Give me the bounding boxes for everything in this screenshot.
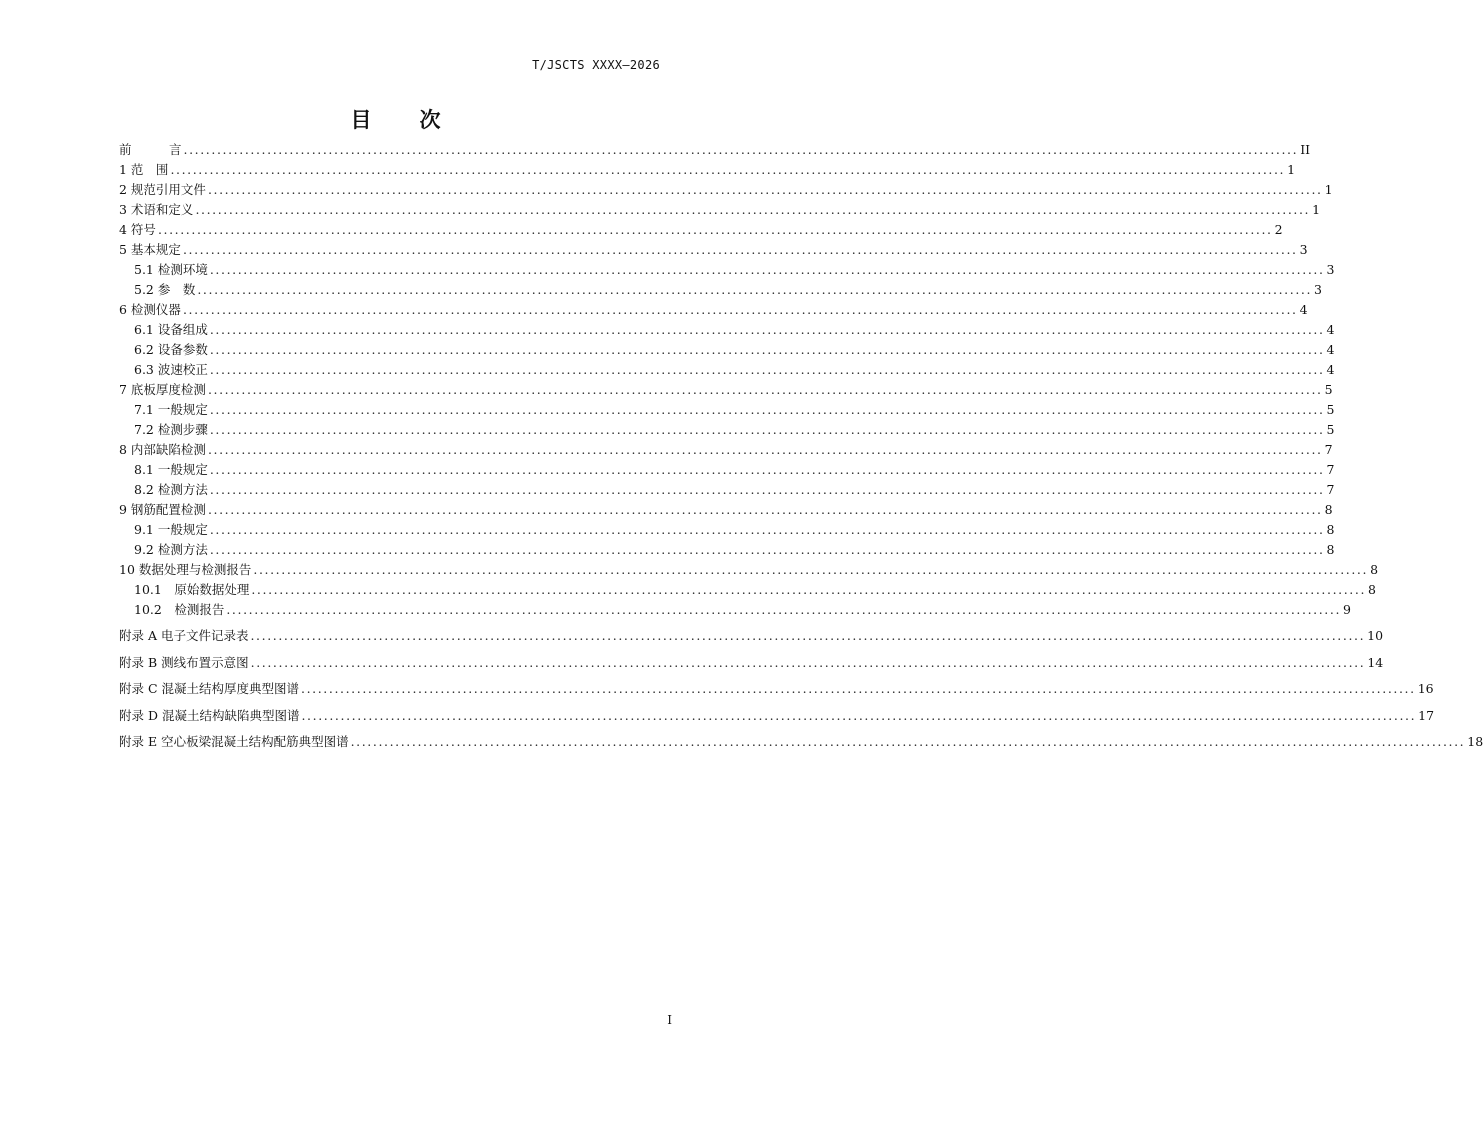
toc-entry-label: 9 钢筋配置检测 [119, 502, 206, 517]
toc-appendix-a[interactable] [119, 623, 1384, 650]
toc-entry-label: 6.3 波速校正 [134, 362, 208, 377]
toc-entry-page: 4 [1326, 362, 1335, 377]
toc-leader-dots: ........................................................................................................................................................................................................ [209, 462, 1325, 477]
toc-entry-page: 17 [1418, 707, 1435, 723]
toc-leader-dots: ........................................................................................................................................................................................................ [209, 522, 1325, 537]
table-of-contents [119, 140, 1483, 756]
toc-leader-dots: ........................................................................................................................................................................................................ [207, 442, 1323, 457]
toc-entry-5[interactable] [119, 240, 1308, 260]
toc-entry-page: 1 [1324, 182, 1333, 197]
toc-entry-page: 4 [1326, 322, 1335, 337]
toc-leader-dots: ........................................................................................................................................................................................................ [209, 342, 1325, 357]
toc-entry-8-2[interactable] [119, 480, 1335, 500]
toc-entry-label: 5.1 检测环境 [134, 262, 208, 277]
toc-entry-6[interactable] [119, 300, 1308, 320]
toc-appendix-d[interactable] [119, 703, 1435, 730]
toc-leader-dots: ........................................................................................................................................................................................................ [209, 422, 1325, 437]
toc-entry-page: 18 [1467, 734, 1483, 750]
toc-entry-10-2[interactable] [119, 600, 1351, 620]
toc-entry-label: 1 范 围 [119, 162, 169, 177]
toc-entry-page: 1 [1312, 202, 1321, 217]
toc-leader-dots: ........................................................................................................................................................................................................ [207, 182, 1323, 197]
toc-entry-label: 5 基本规定 [119, 242, 181, 257]
toc-leader-dots: ........................................................................................................................................................................................................ [301, 681, 1416, 697]
toc-entry-label: 附录 D 混凝土结构缺陷典型图谱 [119, 707, 300, 723]
toc-entry-2[interactable] [119, 180, 1333, 200]
toc-entry-label: 10.2 检测报告 [134, 602, 225, 617]
toc-entry-page: 2 [1274, 222, 1283, 237]
document-code: T/JSCTS XXXX—2026 [532, 58, 660, 72]
toc-entry-label: 6.1 设备组成 [134, 322, 208, 337]
toc-entry-3[interactable] [119, 200, 1321, 220]
toc-entry-5-1[interactable] [119, 260, 1335, 280]
toc-leader-dots: ........................................................................................................................................................................................................ [170, 162, 1286, 177]
toc-entry-page: 7 [1326, 462, 1335, 477]
toc-entry-8[interactable] [119, 440, 1333, 460]
toc-entry-9-2[interactable] [119, 540, 1335, 560]
toc-entry-page: 8 [1326, 522, 1335, 537]
toc-entry-label: 7.1 一般规定 [134, 402, 208, 417]
toc-leader-dots: ........................................................................................................................................................................................................ [209, 262, 1325, 277]
toc-entry-label: 9.1 一般规定 [134, 522, 208, 537]
toc-leader-dots: ........................................................................................................................................................................................................ [207, 502, 1323, 517]
toc-entry-label: 6 检测仪器 [119, 302, 181, 317]
toc-leader-dots: ........................................................................................................................................................................................................ [157, 222, 1273, 237]
toc-entry-label: 6.2 设备参数 [134, 342, 208, 357]
toc-entry-5-2[interactable] [119, 280, 1322, 300]
toc-entry-label: 附录 E 空心板梁混凝土结构配筋典型图谱 [119, 734, 349, 750]
toc-title: 目 次 [350, 107, 443, 132]
toc-entry-10[interactable] [119, 560, 1379, 580]
toc-entry-9[interactable] [119, 500, 1333, 520]
toc-entry-page: 5 [1326, 422, 1335, 437]
toc-entry-4[interactable] [119, 220, 1283, 240]
toc-leader-dots: ........................................................................................................................................................................................................ [209, 542, 1325, 557]
toc-entry-6-1[interactable] [119, 320, 1335, 340]
toc-entry-label: 9.2 检测方法 [134, 542, 208, 557]
toc-entry-page: 4 [1299, 302, 1308, 317]
toc-leader-dots: ........................................................................................................................................................................................................ [301, 707, 1417, 723]
toc-entry-page: 5 [1326, 402, 1335, 417]
toc-entry-label: 8.2 检测方法 [134, 482, 208, 497]
toc-leader-dots: ........................................................................................................................................................................................................ [207, 382, 1323, 397]
toc-leader-dots: ........................................................................................................................................................................................................ [251, 582, 1367, 597]
toc-entry-page: 3 [1314, 282, 1322, 297]
toc-leader-dots: ........................................................................................................................................................................................................ [182, 302, 1298, 317]
toc-leader-dots: ........................................................................................................................................................................................................ [250, 628, 1366, 643]
toc-entry-page: 4 [1326, 342, 1335, 357]
toc-entry-label: 4 符号 [119, 222, 156, 237]
toc-entry-label: 7 底板厚度检测 [119, 382, 206, 397]
toc-entry-label: 3 术语和定义 [119, 202, 194, 217]
toc-leader-dots: ........................................................................................................................................................................................................ [209, 402, 1325, 417]
toc-entry-label: 8.1 一般规定 [134, 462, 208, 477]
toc-entry-page: 8 [1324, 502, 1333, 517]
toc-entry-page: 8 [1370, 562, 1379, 577]
toc-entry-label: 附录 A 电子文件记录表 [119, 628, 249, 643]
toc-entry-page: 3 [1326, 262, 1335, 277]
toc-entry-label: 10.1 原始数据处理 [134, 582, 250, 597]
toc-entry-6-2[interactable] [119, 340, 1335, 360]
toc-entry-page: 3 [1299, 242, 1308, 257]
toc-appendix-e[interactable] [119, 729, 1483, 756]
toc-entry-page: 5 [1324, 382, 1333, 397]
toc-entry-label: 附录 C 混凝土结构厚度典型图谱 [119, 681, 300, 697]
toc-leader-dots: ........................................................................................................................................................................................................ [182, 242, 1298, 257]
toc-entry-label: 7.2 检测步骤 [134, 422, 208, 437]
toc-entry-page: 9 [1343, 602, 1351, 617]
toc-entry-page: 8 [1326, 542, 1335, 557]
toc-entry-label: 8 内部缺陷检测 [119, 442, 206, 457]
toc-appendix-b[interactable] [119, 650, 1384, 677]
toc-leader-dots: ........................................................................................................................................................................................................ [195, 202, 1311, 217]
toc-leader-dots: ........................................................................................................................................................................................................ [350, 734, 1466, 750]
toc-entry-page: 8 [1368, 582, 1376, 597]
toc-entry-page: 14 [1367, 654, 1384, 670]
toc-entry-6-3[interactable] [119, 360, 1335, 380]
toc-entry-7-1[interactable] [119, 400, 1335, 420]
toc-leader-dots: ........................................................................................................................................................................................................ [209, 362, 1325, 377]
toc-appendix-c[interactable] [119, 676, 1434, 703]
toc-entry-8-1[interactable] [119, 460, 1335, 480]
toc-entry-label: 2 规范引用文件 [119, 182, 206, 197]
toc-entry-7[interactable] [119, 380, 1333, 400]
toc-entry-1[interactable] [119, 160, 1296, 180]
toc-leader-dots: ........................................................................................................................................................................................................ [197, 282, 1313, 297]
toc-entry-page: II [1300, 142, 1311, 157]
toc-entry-page: 10 [1367, 628, 1384, 643]
toc-leader-dots: ........................................................................................................................................................................................................ [250, 654, 1366, 670]
toc-entry-label: 10 数据处理与检测报告 [119, 562, 252, 577]
toc-leader-dots: ........................................................................................................................................................................................................ [226, 602, 1342, 617]
toc-entry-7-2[interactable] [119, 420, 1335, 440]
toc-leader-dots: ........................................................................................................................................................................................................ [183, 142, 1299, 157]
toc-leader-dots: ........................................................................................................................................................................................................ [253, 562, 1369, 577]
toc-entry-label: 5.2 参 数 [134, 282, 196, 297]
toc-entry-preface[interactable] [119, 140, 1311, 160]
toc-leader-dots: ........................................................................................................................................................................................................ [209, 482, 1325, 497]
toc-leader-dots: ........................................................................................................................................................................................................ [209, 322, 1325, 337]
toc-entry-label: 前 言 [119, 142, 182, 157]
toc-entry-page: 1 [1287, 162, 1296, 177]
toc-entry-page: 7 [1326, 482, 1335, 497]
toc-entry-page: 16 [1417, 681, 1434, 697]
toc-entry-label: 附录 B 测线布置示意图 [119, 654, 249, 670]
toc-entry-10-1[interactable] [119, 580, 1376, 600]
toc-entry-9-1[interactable] [119, 520, 1335, 540]
toc-entry-page: 7 [1324, 442, 1333, 457]
page-number: I [667, 1013, 672, 1027]
